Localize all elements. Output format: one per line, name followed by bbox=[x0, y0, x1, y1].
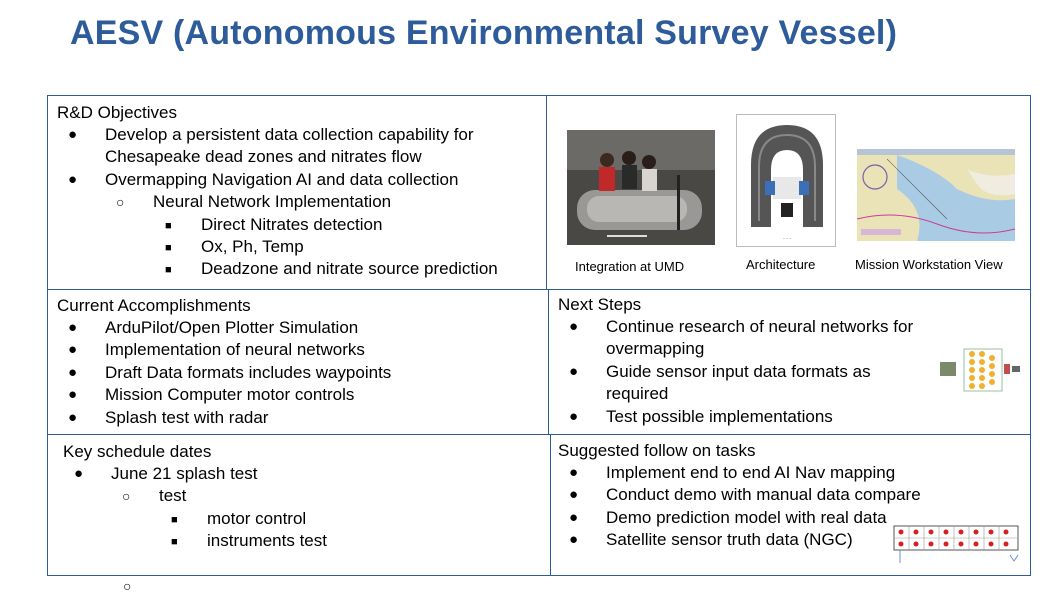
bullet-marker: ● bbox=[74, 465, 84, 482]
bullet-marker: ● bbox=[569, 318, 579, 335]
bullet-marker: ● bbox=[569, 486, 579, 504]
accomplishments-heading: Current Accomplishments bbox=[57, 296, 251, 315]
square-marker: ■ bbox=[171, 513, 178, 526]
list-item-continuation: Chesapeake dead zones and nitrates flow bbox=[105, 147, 422, 167]
sub-sub-list-item: ■ instruments test bbox=[63, 530, 543, 552]
rd-objectives-heading: R&D Objectives bbox=[57, 103, 177, 122]
rd-objectives-cell bbox=[57, 102, 542, 281]
accomplishments-cell bbox=[57, 295, 542, 429]
sub-sub-list-item: ■ Direct Nitrates detection bbox=[57, 214, 542, 236]
list-item: ● Conduct demo with manual data compare bbox=[558, 484, 1028, 506]
sub-sub-list-item: ■ Deadzone and nitrate source prediction bbox=[57, 258, 542, 280]
schedule-list bbox=[63, 463, 543, 553]
list-item: ● June 21 splash test bbox=[63, 463, 543, 485]
sensor-grid-diagram bbox=[892, 523, 1022, 565]
list-item: ● Mission Computer motor controls bbox=[57, 384, 542, 406]
sub-list-item: ○ Neural Network Implementation bbox=[57, 191, 542, 213]
bullet-marker: ● bbox=[68, 319, 78, 336]
list-item: ● Demo prediction model with real data bbox=[558, 507, 1028, 529]
bullet-marker: ● bbox=[569, 407, 579, 425]
neural-network-diagram bbox=[938, 346, 1022, 394]
schedule-cell bbox=[63, 441, 543, 553]
rd-objectives-list bbox=[57, 124, 542, 281]
sub-sub-list-item: ■ Ox, Ph, Temp bbox=[57, 236, 542, 258]
bullet-marker: ● bbox=[68, 170, 78, 188]
list-item: ● Overmapping Navigation AI and data collection bbox=[57, 169, 542, 191]
mission-workstation-screenshot bbox=[857, 149, 1015, 241]
bullet-marker: ● bbox=[68, 363, 78, 381]
schedule-heading: Key schedule dates bbox=[63, 442, 212, 461]
list-item: ● Satellite sensor truth data (NGC) bbox=[558, 529, 1028, 551]
list-item: ● Splash test with radar bbox=[57, 407, 542, 429]
list-item: ● Test possible implementations bbox=[558, 406, 1028, 428]
caption-integration: Integration at UMD bbox=[575, 259, 685, 274]
square-marker: ■ bbox=[171, 536, 178, 549]
bullet-marker: ● bbox=[68, 126, 78, 143]
bullet-marker: ● bbox=[569, 531, 579, 549]
caption-mission-workstation: Mission Workstation View bbox=[855, 257, 1003, 272]
circle-marker: ○ bbox=[116, 194, 125, 211]
circle-marker: ○ bbox=[122, 488, 131, 505]
list-item: ● Implementation of neural networks bbox=[57, 339, 542, 361]
list-item-continuation: overmapping bbox=[606, 339, 705, 359]
bullet-marker: ● bbox=[68, 341, 78, 359]
list-item: ● Implement end to end AI Nav mapping bbox=[558, 462, 1028, 484]
bullet-marker: ● bbox=[68, 408, 78, 426]
integration-photo bbox=[567, 130, 715, 245]
list-item: ● Continue research of neural networks for bbox=[558, 316, 1028, 338]
caption-architecture: Architecture bbox=[746, 257, 816, 272]
bullet-marker: ● bbox=[569, 508, 579, 526]
bullet-marker: ● bbox=[68, 386, 78, 404]
list-item: ● ArduPilot/Open Plotter Simulation bbox=[57, 317, 542, 339]
bullet-marker: ● bbox=[569, 362, 579, 380]
list-item: ● Guide sensor input data formats as bbox=[558, 361, 1028, 383]
square-marker: ■ bbox=[165, 264, 172, 277]
list-item-continuation: required bbox=[606, 384, 669, 404]
list-item: ● Develop a persistent data collection capability for bbox=[57, 124, 542, 146]
architecture-diagram bbox=[736, 114, 836, 247]
bullet-marker: ● bbox=[569, 464, 579, 481]
accomplishments-list bbox=[57, 317, 542, 429]
sub-list-item: ○ test bbox=[63, 485, 543, 507]
list-item: ● Draft Data formats includes waypoints bbox=[57, 362, 542, 384]
empty-circle-marker: ○ bbox=[123, 578, 132, 594]
square-marker: ■ bbox=[165, 219, 172, 232]
sub-sub-list-item: ■ motor control bbox=[63, 508, 543, 530]
follow-on-heading: Suggested follow on tasks bbox=[558, 441, 756, 460]
next-steps-heading: Next Steps bbox=[558, 295, 642, 314]
slide-title: AESV (Autonomous Environmental Survey Vessel) bbox=[70, 14, 898, 52]
svg-text:- - -: - - - bbox=[783, 236, 791, 242]
square-marker: ■ bbox=[165, 242, 172, 255]
